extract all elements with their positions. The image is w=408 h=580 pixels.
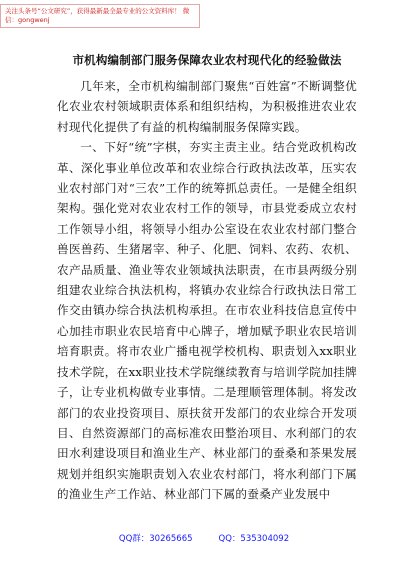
footer-qq-group: QQ群：30265665	[118, 534, 193, 544]
paragraph-section-one: 一、下好“统”字棋，夯实主责主业。结合党政机构改革、深化事业单位改革和农业综合行政执法改革，压实农业农村部门对“三农”工作的统筹抓总责任。一是健全组织架构。强化党对农业农村工作的领导，市县党委成立农村工作领导小组，将领导小组办公室设在农业农村部门整合兽医兽药、生猪屠宰、种子、化肥、饲料、农药、农机、农产品质量、渔业等农业领域执法职责，在市县两级分别组建农业综合执法机构，将镇办农业综合行政执法日常工作交由镇办综合执法机构承担。在市农业科技信息宣传中心加挂市职业农民培育中心牌子，增加赋予职业农民培训培育职责。将市农业广播电视学校机构、职责划入xx职业技术学院，在xx职业技术学院继续教育与培训学院加挂牌子，让专业机构做专业事情。二是理顺管理体制。将发改部门的农业投资项目、原扶贫开发部门的农业综合开发项目、自然资源部门的高标准农田整治项目、水利部门的农田水利建设项目和渔业生产、林业部门的蚕桑和茶果发展规划并组织实施职责划入农业农村部门，将水利部门下属的渔业生产工作站、林业部门下属的蚕桑产业发展中	[57, 140, 357, 502]
footer-contact	[0, 532, 408, 544]
document-title: 市机构编制部门服务保障农业农村现代化的经验做法	[72, 53, 342, 67]
document-body	[57, 52, 357, 505]
banner-text: 关注头条号“公文研究”，获得最新最全最专业的公文资料库！ 微信：gongwenj	[5, 7, 190, 24]
footer-qq: QQ：535304092	[218, 534, 290, 544]
paragraph-intro: 几年来，全市机构编制部门聚焦“百姓富”不断调整优化农业农村领域职责体系和组织结构，为积极推进农业农村现代化提供了有益的机构编制服务保障实践。	[57, 79, 357, 134]
watermark-banner	[0, 4, 200, 28]
